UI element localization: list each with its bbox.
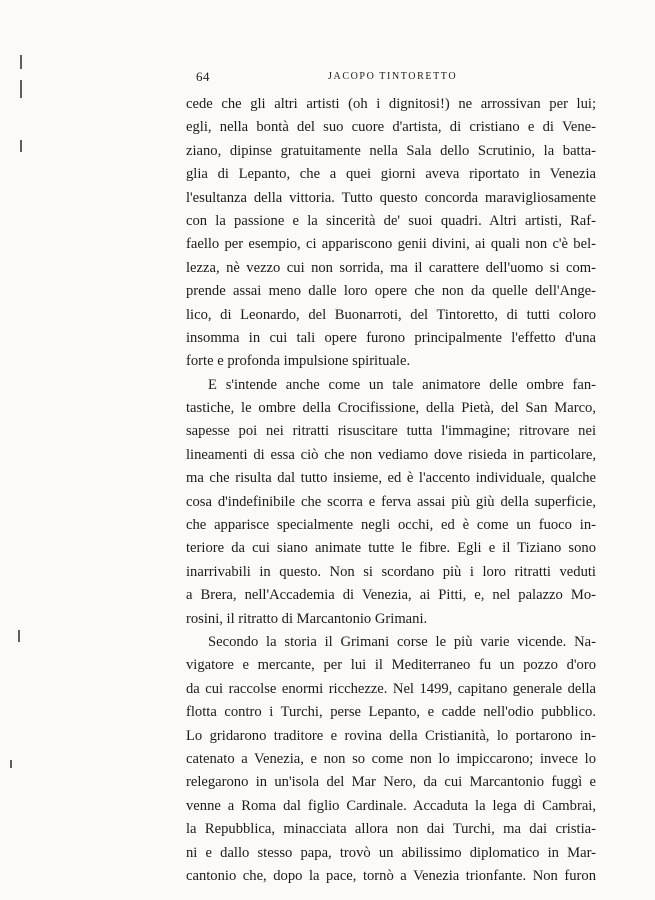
text-line: tastiche, le ombre della Crocifissione, della Pietà, del San Marco, <box>186 400 596 417</box>
margin-mark <box>20 140 22 152</box>
text-line: Secondo la storia il Grimani corse le più varie vicende. Na- <box>208 633 596 650</box>
text-line: lezza, nè vezzo cui non sorrida, ma il carattere dell'uomo si com- <box>186 259 596 276</box>
text-line: catenato a Venezia, e non so come non lo impiccarono; invece lo <box>186 750 596 767</box>
text-line: la Repubblica, minacciata allora non dai Turchi, ma dai cristia- <box>186 821 596 838</box>
text-line: prende assai meno dalle loro opere che non da quelle dell'Ange- <box>186 283 596 300</box>
text-line: teriore da cui siano animate tutte le fibre. Egli e il Tiziano sono <box>186 540 596 557</box>
text-line: lineamenti di essa ciò che non vediamo dove risieda in particolare, <box>186 446 596 463</box>
text-line: sapesse poi nei ritratti risuscitare tutta l'immagine; ritrovare nei <box>186 423 596 440</box>
text-line: l'esultanza della vittoria. Tutto questo concorda maravigliosamente <box>186 189 596 206</box>
body-text <box>186 93 596 888</box>
text-line: inarrivabili in questo. Non si scordano più i loro ritratti veduti <box>186 563 596 580</box>
text-line: cede che gli altri artisti (oh i dignitosi!) ne arrossivan per lui; <box>186 96 596 112</box>
running-head-title: JACOPO TINTORETTO <box>328 71 458 82</box>
text-line: forte e profonda impulsione spirituale. <box>186 353 411 370</box>
paragraph-3 <box>186 631 596 888</box>
margin-mark <box>20 80 22 98</box>
page-number: 64 <box>196 69 210 84</box>
text-line: relegarono in un'isola del Mar Nero, da cui Marcantonio fuggì e <box>186 774 596 791</box>
text-line: glia di Lepanto, che a quei giorni aveva riportato in Venezia <box>186 166 596 183</box>
margin-mark <box>20 55 22 69</box>
text-line: venne a Roma dal figlio Cardinale. Accaduta la lega di Cambrai, <box>186 797 596 814</box>
text-line: ma che risulta dal tutto insieme, ed è l'accento individuale, qualche <box>186 470 596 487</box>
text-line: faello per esempio, ci appariscono genii divini, ai quali non c'è bel- <box>186 236 596 253</box>
text-line: flotta contro i Turchi, perse Lepanto, e cadde nell'odio pubblico. <box>186 704 596 721</box>
text-line: rosini, il ritratto di Marcantonio Grimani. <box>186 610 428 627</box>
text-line: insomma in cui tali opere furono principalmente l'effetto d'una <box>186 329 596 346</box>
text-line: a Brera, nell'Accademia di Venezia, ai Pitti, e, nel palazzo Mo- <box>186 587 596 604</box>
text-line: ziano, dipinse gratuitamente nella Sala dello Scrutinio, la batta- <box>186 142 596 159</box>
text-line: ni e dallo stesso papa, trovò un abilissimo diplomatico in Mar- <box>186 844 596 861</box>
text-line: cosa d'indefinibile che scorra e ferva assai più giù della superficie, <box>186 493 596 510</box>
text-line: Lo gridarono traditore e rovina della Cristianità, lo portarono in- <box>186 727 596 744</box>
margin-mark <box>10 760 12 768</box>
text-line: da cui raccolse enormi ricchezze. Nel 1499, capitano generale della <box>186 680 596 697</box>
text-line: che apparisce specialmente negli occhi, ed è come un fuoco in- <box>186 517 596 534</box>
text-line: cantonio che, dopo la pace, tornò a Venezia trionfante. Non furon <box>186 867 596 884</box>
text-line: con la passione e la sincerità de' suoi quadri. Altri artisti, Raf- <box>186 212 596 229</box>
margin-mark <box>18 630 20 642</box>
text-line: vigatore e mercante, per lui il Mediterraneo fu un pozzo d'oro <box>186 657 596 674</box>
text-line: lico, di Leonardo, del Buonarroti, del Tintoretto, di tutti coloro <box>186 306 596 323</box>
paragraph-2 <box>186 374 596 631</box>
text-line: E s'intende anche come un tale animatore delle ombre fan- <box>208 376 596 393</box>
text-line: egli, nella bontà del suo cuore d'artista, di cristiano e di Vene- <box>186 119 596 136</box>
paragraph-1 <box>186 93 596 374</box>
